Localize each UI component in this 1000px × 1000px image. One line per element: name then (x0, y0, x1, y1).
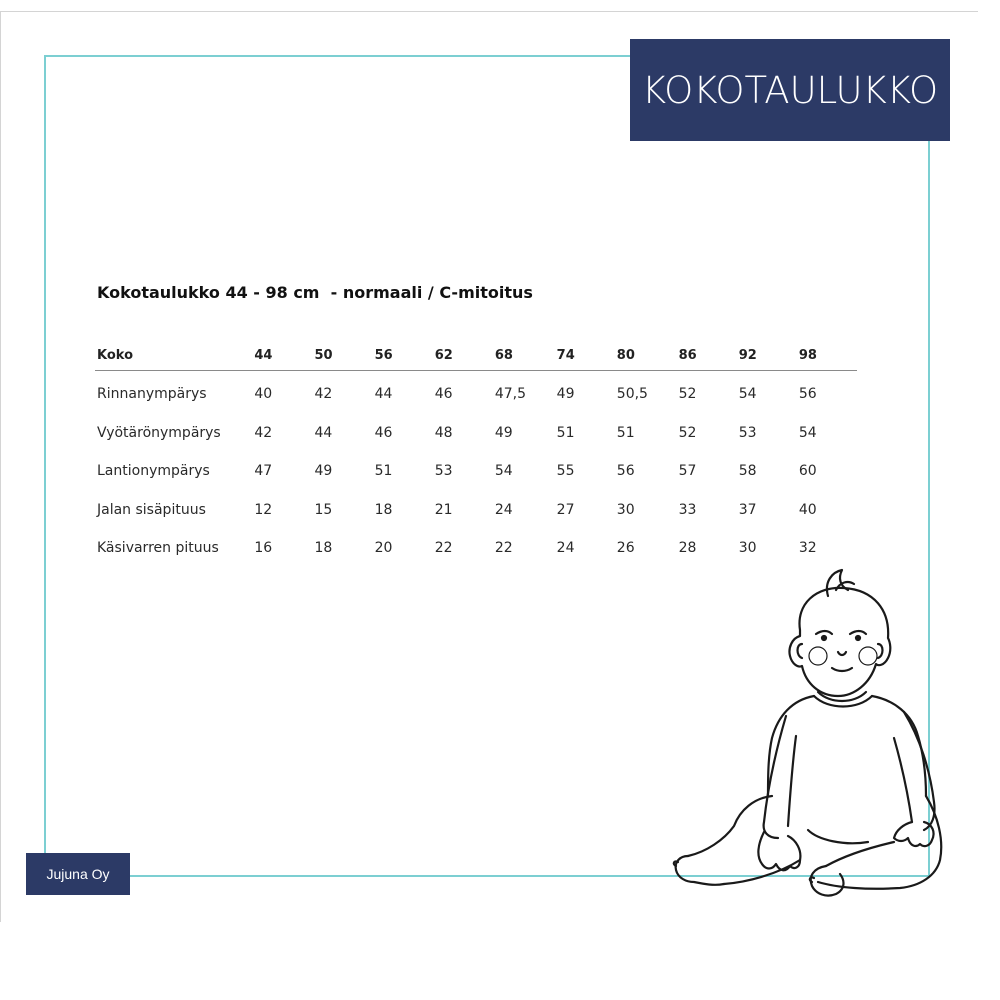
table-cell: 49 (314, 463, 333, 480)
table-cell: 51 (616, 424, 635, 441)
table-cell: 52 (678, 386, 697, 403)
table-cell: 47 (254, 463, 273, 480)
table-cell: 48 (434, 424, 453, 441)
company-name: Jujuna Oy (46, 866, 110, 882)
header-cell-size: 56 (373, 340, 433, 371)
table-cell: 50,5 (616, 386, 648, 403)
row-label: Jalan sisäpituus (97, 501, 206, 518)
table-cell: 28 (678, 540, 697, 557)
header-cell-size: 44 (252, 340, 312, 371)
table-row (95, 452, 857, 491)
table-cell: 51 (556, 424, 575, 441)
table-cell: 24 (494, 501, 513, 518)
row-label: Vyötärönympärys (97, 424, 221, 441)
header-cell-size: 98 (797, 340, 857, 371)
baby-illustration-icon (668, 560, 948, 905)
table-cell: 15 (314, 501, 333, 518)
table-cell: 49 (556, 386, 575, 403)
table-cell: 22 (434, 540, 453, 557)
top-divider (0, 11, 978, 12)
table-row (95, 491, 857, 530)
header-cell-size: 50 (312, 340, 372, 371)
table-cell: 37 (738, 501, 757, 518)
table-cell: 42 (254, 424, 273, 441)
table-cell: 60 (798, 463, 817, 480)
table-title: Kokotaulukko 44 - 98 cm - normaali / C-mitoitus (97, 283, 533, 302)
header-cell-label: Koko (95, 340, 252, 371)
table-cell: 44 (374, 386, 393, 403)
row-label: Käsivarren pituus (97, 540, 219, 557)
row-label: Rinnanympärys (97, 386, 207, 403)
header-cell-size: 92 (737, 340, 797, 371)
table-cell: 27 (556, 501, 575, 518)
table-header-row (95, 340, 857, 371)
left-divider (0, 12, 1, 922)
table-cell: 54 (738, 386, 757, 403)
page-title (630, 39, 950, 141)
header-cell-size: 86 (677, 340, 737, 371)
table-cell: 40 (254, 386, 273, 403)
table-cell: 30 (616, 501, 635, 518)
table-cell: 53 (434, 463, 453, 480)
table-cell: 20 (374, 540, 393, 557)
table-cell: 24 (556, 540, 575, 557)
table-cell: 55 (556, 463, 575, 480)
table-cell: 44 (314, 424, 333, 441)
table-cell: 54 (798, 424, 817, 441)
table-cell: 18 (314, 540, 333, 557)
table-cell: 21 (434, 501, 453, 518)
table-cell: 57 (678, 463, 697, 480)
row-label: Lantionympärys (97, 463, 210, 480)
table-cell: 58 (738, 463, 757, 480)
table-cell: 53 (738, 424, 757, 441)
table-cell: 51 (374, 463, 393, 480)
header-cell-size: 80 (615, 340, 677, 371)
table-cell: 26 (616, 540, 635, 557)
table-cell: 22 (494, 540, 513, 557)
header-cell-size: 62 (433, 340, 493, 371)
table-cell: 46 (434, 386, 453, 403)
table-cell: 56 (616, 463, 635, 480)
table-cell: 54 (494, 463, 513, 480)
table-cell: 30 (738, 540, 757, 557)
table-row (95, 371, 857, 414)
table-cell: 47,5 (494, 386, 527, 403)
header-cell-size: 68 (493, 340, 555, 371)
table-cell: 42 (314, 386, 333, 403)
size-table (95, 340, 857, 568)
table-cell: 40 (798, 501, 817, 518)
table-cell: 52 (678, 424, 697, 441)
table-cell: 56 (798, 386, 817, 403)
table-row (95, 414, 857, 453)
table-cell: 16 (254, 540, 273, 557)
table-cell: 12 (254, 501, 273, 518)
header-cell-size: 74 (555, 340, 615, 371)
table-cell: 49 (494, 424, 513, 441)
table-cell: 46 (374, 424, 393, 441)
table-cell: 18 (374, 501, 393, 518)
table-cell: 32 (798, 540, 817, 557)
company-badge (26, 853, 130, 895)
page-title-text: KOKOTAULUKKO (641, 68, 939, 112)
table-cell: 33 (678, 501, 697, 518)
